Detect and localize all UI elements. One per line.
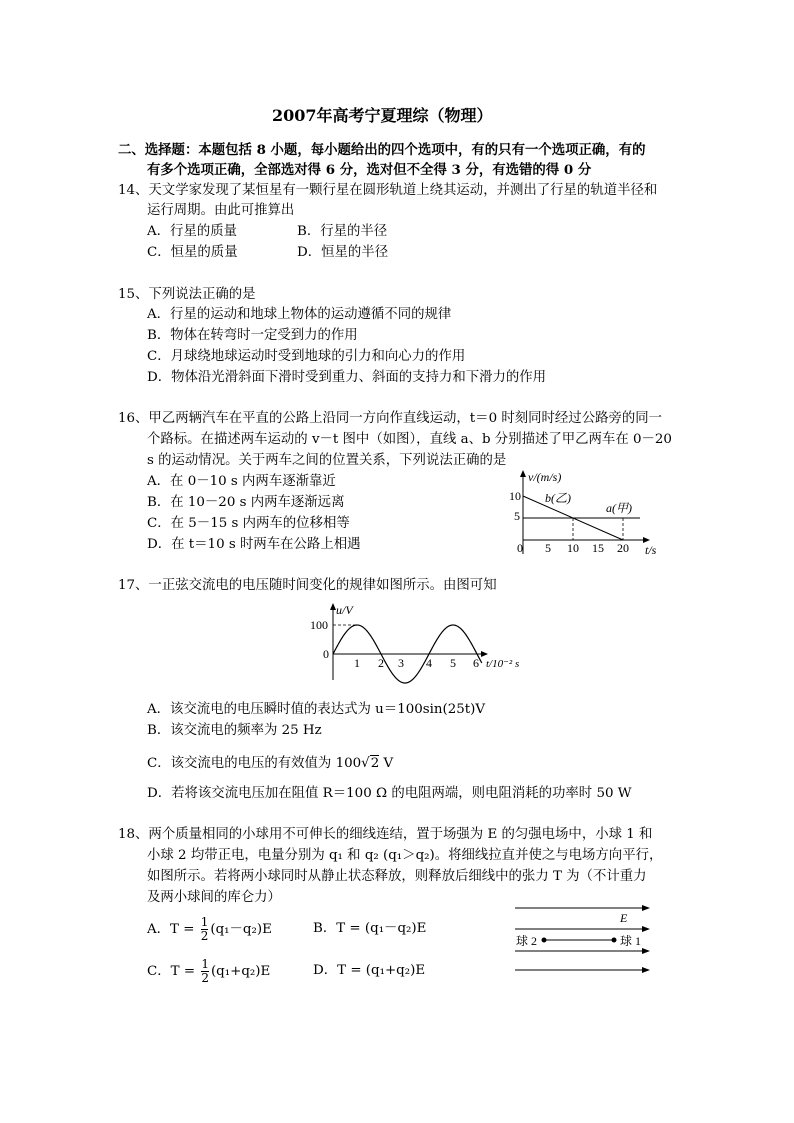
q18-option-b: B．T = (q₁－q₂)E	[313, 921, 427, 936]
q17-graph-x-label: t/10⁻² s	[486, 658, 520, 670]
q17-xtick-1: 1	[354, 656, 360, 670]
q15-stem: 15、下列说法正确的是	[118, 287, 256, 302]
q16-graph-x-label: t/s	[645, 543, 657, 557]
q16-xtick-5: 5	[545, 541, 551, 555]
field-label-e: E	[620, 911, 628, 925]
q14-option-c: C．恒星的质量	[147, 245, 238, 260]
q16-stem-line2: 个路标。在描述两车运动的 v－t 图中（如图），直线 a、b 分别描述了甲乙两车在 0－20	[147, 432, 672, 447]
q18-option-c-prefix: C．T =	[147, 964, 200, 979]
q16-option-b: B．在 10－20 s 内两车逐渐远离	[147, 495, 345, 510]
fraction-numerator: 1	[200, 915, 209, 929]
field-arrow-3	[642, 948, 650, 954]
q18-stem-line2: 小球 2 均带正电，电量分别为 q₁ 和 q₂ (q₁＞q₂)。将细线拉直并使之与电场方向平行，	[147, 848, 663, 863]
field-arrow-2	[642, 926, 650, 932]
q17-option-c	[147, 754, 393, 774]
q16-option-c: C．在 5－15 s 内两车的位移相等	[147, 516, 350, 531]
q15-option-d: D．物体沿光滑斜面下滑时受到重力、斜面的支持力和下滑力的作用	[147, 370, 547, 385]
q16-stem-line1: 16、甲乙两辆汽车在平直的公路上沿同一方向作直线运动，t＝0 时刻同时经过公路旁的同一	[118, 411, 663, 426]
q17-stem: 17、一正弦交流电的电压随时间变化的规律如图所示。由图可知	[118, 578, 497, 593]
field-arrow-1	[642, 905, 650, 911]
q16-graph-y-label: v/(m/s)	[528, 470, 562, 484]
q17-xtick-3: 3	[398, 656, 404, 670]
sqrt-symbol: √	[361, 756, 370, 771]
q17-voltage-graph	[300, 600, 540, 684]
q14-option-d: D．恒星的半径	[297, 245, 389, 260]
q16-graph-ytick-10: 10	[509, 489, 521, 503]
q16-vt-graph	[500, 468, 670, 560]
q16-xtick-20: 20	[617, 541, 629, 555]
section-instruction-line2: 有多个选项正确，全部选对得 6 分，选对但不全得 3 分，有选错的得 0 分	[147, 162, 592, 178]
q18-stem-line4: 及两小球间的库仑力）	[147, 890, 281, 905]
q16-label-a: a(甲)	[606, 501, 632, 515]
page-title: 2007年高考宁夏理综（物理）	[272, 106, 493, 125]
ball-2-label: 球 2	[516, 934, 538, 948]
section-instruction-line1: 二、选择题：本题包括 8 小题，每小题给出的四个选项中，有的只有一个选项正确，有的	[118, 142, 646, 158]
q16-xtick-0: 0	[517, 541, 523, 555]
q17-option-c-unit: V	[379, 756, 394, 771]
q18-stem-line1: 18、两个质量相同的小球用不可伸长的细线连结，置于场强为 E 的匀强电场中，小球 1 和	[118, 827, 653, 842]
q18-option-c	[147, 958, 270, 985]
ball-1	[612, 938, 617, 943]
q16-stem-line3: s 的运动情况。关于两车之间的位置关系，下列说法正确的是	[147, 453, 507, 468]
q14-stem-line1: 14、天文学家发现了某恒星有一颗行星在圆形轨道上绕其运动，并测出了行星的轨道半径和	[118, 183, 658, 198]
q16-graph-ytick-5: 5	[514, 509, 520, 523]
q17-ytick-100: 100	[310, 618, 328, 632]
fraction-denominator: 2	[201, 971, 209, 985]
q18-option-a-prefix: A．T =	[147, 922, 199, 937]
q17-option-b: B．该交流电的频率为 25 Hz	[147, 723, 322, 738]
fraction-half	[201, 958, 209, 985]
q17-option-d: D．若将该交流电压加在阻值 R＝100 Ω 的电阻两端，则电阻消耗的功率时 50 W	[147, 786, 632, 801]
q17-ytick-0: 0	[323, 647, 329, 661]
q18-stem-line3: 如图所示。若将两小球同时从静止状态释放，则释放后细线中的张力 T 为（不计重力	[147, 869, 647, 884]
q17-graph-x-arrow	[481, 651, 488, 657]
q18-field-figure	[510, 898, 660, 978]
q17-xtick-6: 6	[473, 656, 479, 670]
q17-graph-y-label: u/V	[336, 603, 353, 617]
q16-option-a: A．在 0－10 s 内两车逐渐靠近	[147, 474, 336, 489]
q18-option-c-suffix: (q₁+q₂)E	[210, 964, 271, 979]
q17-option-c-text: C．该交流电的电压的有效值为 100	[147, 756, 362, 771]
q18-option-a	[147, 916, 272, 943]
q14-option-a: A．行星的质量	[147, 224, 238, 239]
q17-xtick-4: 4	[426, 656, 432, 670]
fraction-denominator: 2	[200, 929, 209, 943]
q15-option-a: A．行星的运动和地球上物体的运动遵循不同的规律	[147, 307, 452, 322]
q16-xtick-15: 15	[592, 541, 604, 555]
q15-option-c: C．月球绕地球运动时受到地球的引力和向心力的作用	[147, 349, 466, 364]
q16-option-d: D．在 t＝10 s 时两车在公路上相遇	[147, 537, 361, 552]
q18-option-a-suffix: (q₁－q₂)E	[210, 922, 272, 937]
ball-1-label: 球 1	[620, 934, 642, 948]
q16-xtick-10: 10	[567, 541, 579, 555]
q14-option-b: B．行星的半径	[297, 224, 388, 239]
fraction-numerator: 1	[201, 957, 209, 971]
fraction-half	[201, 916, 209, 943]
q17-xtick-2: 2	[378, 656, 384, 670]
q18-option-d: D．T = (q₁+q₂)E	[313, 963, 426, 978]
q17-option-c-radicand: 2	[370, 756, 380, 771]
field-arrow-4	[642, 967, 650, 973]
q15-option-b: B．物体在转弯时一定受到力的作用	[147, 328, 358, 343]
q17-xtick-5: 5	[450, 656, 456, 670]
q16-label-b: b(乙)	[545, 491, 571, 505]
q17-option-a: A．该交流电的电压瞬时值的表达式为 u＝100sin(25t)V	[147, 702, 486, 717]
q14-stem-line2: 运行周期。由此可推算出	[147, 203, 295, 218]
q16-graph-y-arrow	[520, 470, 526, 477]
